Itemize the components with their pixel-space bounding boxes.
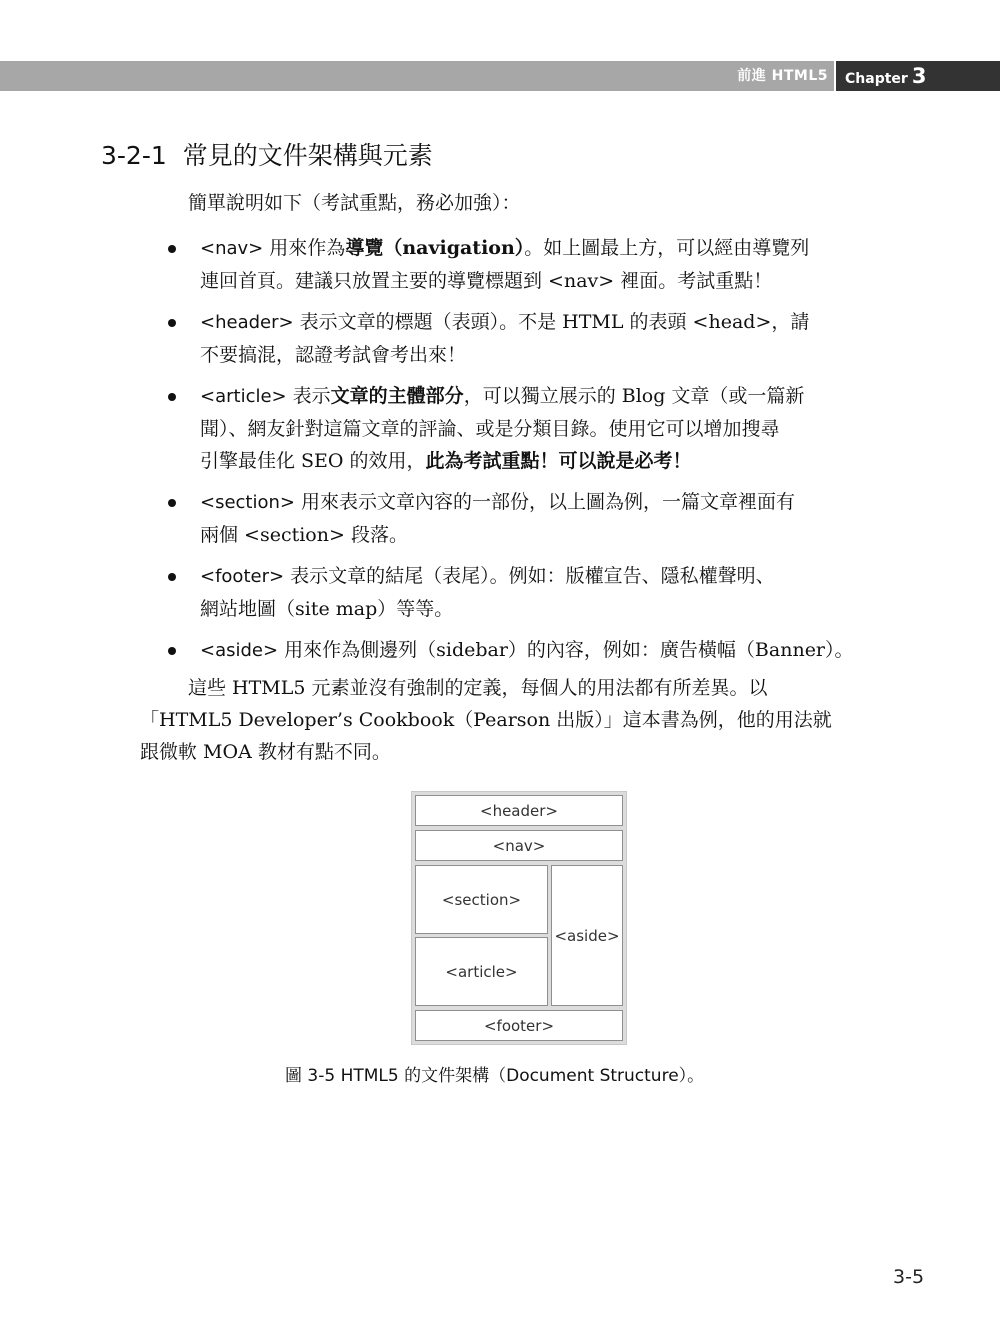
item-text: ，可以獨立展示的 Blog 文章（或一篇新 [463, 385, 805, 407]
list-item-line: 不要搞混，認證考試會考出來！ [200, 344, 467, 366]
paragraph-line: 這些 HTML5 元素並沒有強制的定義，每個人的用法都有所差異。以 [188, 677, 768, 699]
list-item-nav [160, 232, 900, 297]
bullet-icon [168, 573, 176, 581]
element-tag: <header> [200, 312, 294, 333]
list-item-header [160, 306, 900, 371]
list-item-line [200, 232, 900, 265]
diagram-article-box: <article> [415, 937, 548, 1006]
item-bold-text: 此為考試重點！可以說是必考！ [425, 450, 692, 472]
bullet-icon [168, 499, 176, 507]
list-item-aside [160, 634, 900, 667]
body-paragraph [140, 672, 900, 768]
page-number: 3-5 [893, 1266, 925, 1288]
item-text: 用來作為側邊列（sidebar）的內容，例如：廣告橫幅（Banner）。 [278, 639, 854, 661]
chapter-label: Chapter [845, 71, 908, 87]
list-item-line: 聞）、網友針對這篇文章的評論、或是分類目錄。使用它可以增加搜尋 [200, 418, 780, 440]
chapter-number: 3 [911, 64, 927, 88]
list-item-line: 兩個 <section> 段落。 [200, 524, 408, 546]
list-item-line: 連回首頁。建議只放置主要的導覽標題到 <nav> 裡面。考試重點！ [200, 270, 773, 292]
item-text: 用來作為 [263, 237, 346, 259]
element-tag: <footer> [200, 566, 285, 587]
bullet-icon [168, 393, 176, 401]
diagram-nav-box: <nav> [415, 830, 623, 861]
item-text: 引擎最佳化 SEO 的效用， [200, 450, 426, 472]
element-tag: <aside> [200, 640, 279, 661]
list-item-article [160, 380, 900, 477]
bullet-icon [168, 245, 176, 253]
list-item-line [200, 634, 900, 667]
diagram-section-box: <section> [415, 865, 548, 934]
section-number: 3-2-1 [101, 141, 167, 170]
list-item-line [200, 445, 900, 477]
list-item-line [200, 380, 900, 413]
element-tag: <nav> [200, 238, 264, 259]
bullet-icon [168, 647, 176, 655]
paragraph-line: 「HTML5 Developer’s Cookbook（Pearson 出版）」這本書為例，他的用法就 [140, 709, 832, 731]
diagram-header-box: <header> [415, 795, 623, 826]
item-text: 表示文章的標題（表頭）。不是 HTML 的表頭 <head>，請 [293, 311, 810, 333]
list-item-line: 網站地圖（site map）等等。 [200, 598, 454, 620]
list-item-line [200, 306, 900, 339]
item-text: 。如上圖最上方，可以經由導覽列 [524, 237, 810, 259]
list-item-section [160, 486, 900, 551]
item-text: 表示 [286, 385, 331, 407]
list-item-line [200, 486, 900, 519]
chapter-badge [836, 61, 1000, 91]
list-item-footer [160, 560, 900, 625]
item-text: 用來表示文章內容的一部份，以上圖為例，一篇文章裡面有 [295, 491, 796, 513]
element-tag: <article> [200, 386, 287, 407]
document-structure-diagram [411, 791, 627, 1045]
element-list [160, 232, 900, 676]
running-header-section: 前進 HTML5 [737, 68, 828, 84]
element-tag: <section> [200, 492, 295, 513]
paragraph-line: 跟微軟 MOA 教材有點不同。 [140, 741, 391, 763]
item-bold-text: 文章的主體部分 [330, 385, 464, 407]
figure-caption: 圖 3-5 HTML5 的文件架構（Document Structure）。 [285, 1066, 705, 1086]
diagram-aside-box: <aside> [551, 865, 623, 1006]
section-title-text: 常見的文件架構與元素 [182, 141, 433, 170]
section-title [101, 136, 433, 172]
bullet-icon [168, 319, 176, 327]
list-item-line [200, 560, 900, 593]
intro-text: 簡單說明如下（考試重點，務必加強）： [188, 192, 521, 214]
item-bold-text: 導覽（navigation） [345, 237, 525, 259]
item-text: 表示文章的結尾（表尾）。例如：版權宣告、隱私權聲明、 [284, 565, 775, 587]
diagram-footer-box: <footer> [415, 1010, 623, 1041]
